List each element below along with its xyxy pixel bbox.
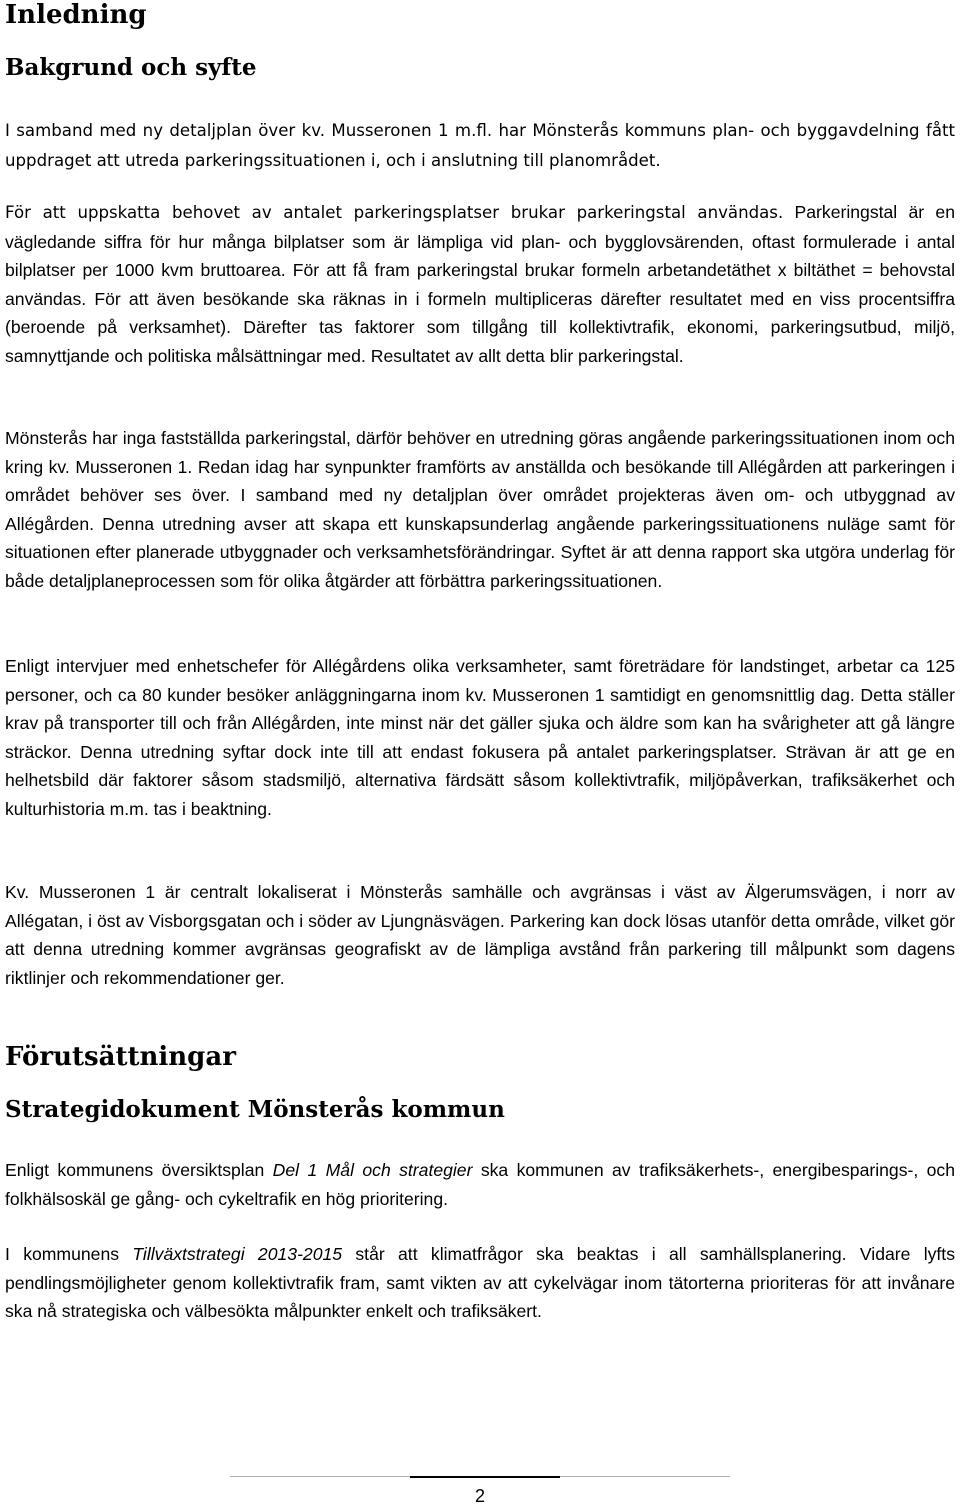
paragraph-avgransning: Kv. Musseronen 1 är centralt lokaliserat i Mönsterås samhälle och avgränsas i väst av Älgerumsvägen, i norr av Allégatan, i öst av Visborgsgatan och i söder av Ljungnäsvägen. Parkering kan dock lösas utanför detta område, vilket gör att denna utredning kommer avgränsas geografiskt av de lämpliga avstånd från parkering till målpunkt som dagens riktlinjer och rekommendationer ger. — [5, 882, 955, 988]
paragraph-parkeringstal-body: Parkeringstal är en vägledande siffra för hur många bilplatser som är lämpliga vid plan- och bygglovsärenden, oftast formulerade i antal bilplatser per 1000 kvm bruttoarea. För att få fram parkeringstal brukar formeln arbetandetäthet x biltäthet = behovstal användas. För att även besökande ska räknas in i formeln multipliceras därefter resultatet med en viss procentsiffra (beroende på verksamhet). Därefter tas faktorer som tillgång till kollektivtrafik, ekonomi, parkeringsutbud, miljö, samnyttjande och politiska målsättningar med. Resultatet av allt detta blir parkeringstal. — [5, 202, 955, 366]
heading-bakgrund-och-syfte: Bakgrund och syfte — [5, 54, 257, 81]
paragraph-oversiktsplan-post: ska kommunen av trafiksäkerhets-, energibesparings-, och folkhälsoskäl ge gång- och cykeltrafik en hög prioritering. — [5, 1160, 955, 1209]
heading-inledning: Inledning — [5, 0, 147, 30]
paragraph-intervjuer: Enligt intervjuer med enhetschefer för Allégårdens olika verksamheter, samt företrädare för landstinget, arbetar ca 125 personer, och ca 80 kunder besöker anläggningarna inom kv. Musseronen 1 samtidigt en genomsnittlig dag. Detta ställer krav på transporter till och från Allégården, inte minst när det gäller sjuka och äldre som kan ha svårigheter att gå längre sträckor. Denna utredning syftar dock inte till att endast fokusera på antalet parkeringsplatser. Strävan är att ge en helhetsbild där faktorer såsom stadsmiljö, alternativa färdsätt såsom kollektivtrafik, miljöpåverkan, trafiksäkerhet och kulturhistoria m.m. tas i beaktning. — [5, 656, 955, 819]
paragraph-tillvaxtstrategi — [5, 1240, 955, 1326]
paragraph-oversiktsplan — [5, 1156, 955, 1213]
paragraph-parkeringstal-lead: För att uppskatta behovet av antalet parkeringsplatser brukar parkeringstal användas. — [5, 203, 784, 222]
paragraph-utredning: Mönsterås har inga fastställda parkeringstal, därför behöver en utredning göras angående parkeringssituationen inom och kring kv. Musseronen 1. Redan idag har synpunkter framförts av anställda och besökande till Allégården att parkeringen i området behöver ses över. I samband med ny detaljplan över området projekteras även om- och utbyggnad av Allégården. Denna utredning avser att skapa ett kunskapsunderlag angående parkeringssituationens nuläge samt för situationen efter planerade utbyggnader och verksamhetsförändringar. Syftet är att denna rapport ska utgöra underlag för både detaljplaneprocessen som för olika åtgärder att förbättra parkeringssituationen. — [5, 428, 955, 591]
paragraph-tillvaxtstrategi-title: Tillväxtstrategi 2013-2015 — [132, 1244, 343, 1264]
paragraph-oversiktsplan-pre: Enligt kommunens översiktsplan — [5, 1160, 273, 1180]
paragraph-oversiktsplan-title: Del 1 Mål och strategier — [272, 1160, 473, 1180]
footer-divider-accent — [410, 1476, 560, 1478]
paragraph-tillvaxtstrategi-pre: I kommunens — [5, 1244, 133, 1264]
page-number: 2 — [474, 1486, 485, 1506]
heading-forutsattningar: Förutsättningar — [5, 1042, 236, 1072]
paragraph-parkeringstal — [5, 198, 955, 371]
paragraph-intro — [5, 116, 955, 175]
paragraph-tillvaxtstrategi-post: står att klimatfrågor ska beaktas i all samhällsplanering. Vidare lyfts pendlingsmöjligheter genom kollektivtrafik fram, samt vikten av att cykelvägar inom tätorterna prioriteras för att invånare ska nå strategiska och välbesökta målpunkter enkelt och trafiksäkert. — [5, 1244, 955, 1322]
heading-strategidokument: Strategidokument Mönsterås kommun — [5, 1096, 505, 1123]
paragraph-intro-text: I samband med ny detaljplan över kv. Musseronen 1 m.fl. har Mönsterås kommuns plan- och byggavdelning fått uppdraget att utreda parkeringssituationen i, och i anslutning till planområdet. — [5, 121, 955, 170]
